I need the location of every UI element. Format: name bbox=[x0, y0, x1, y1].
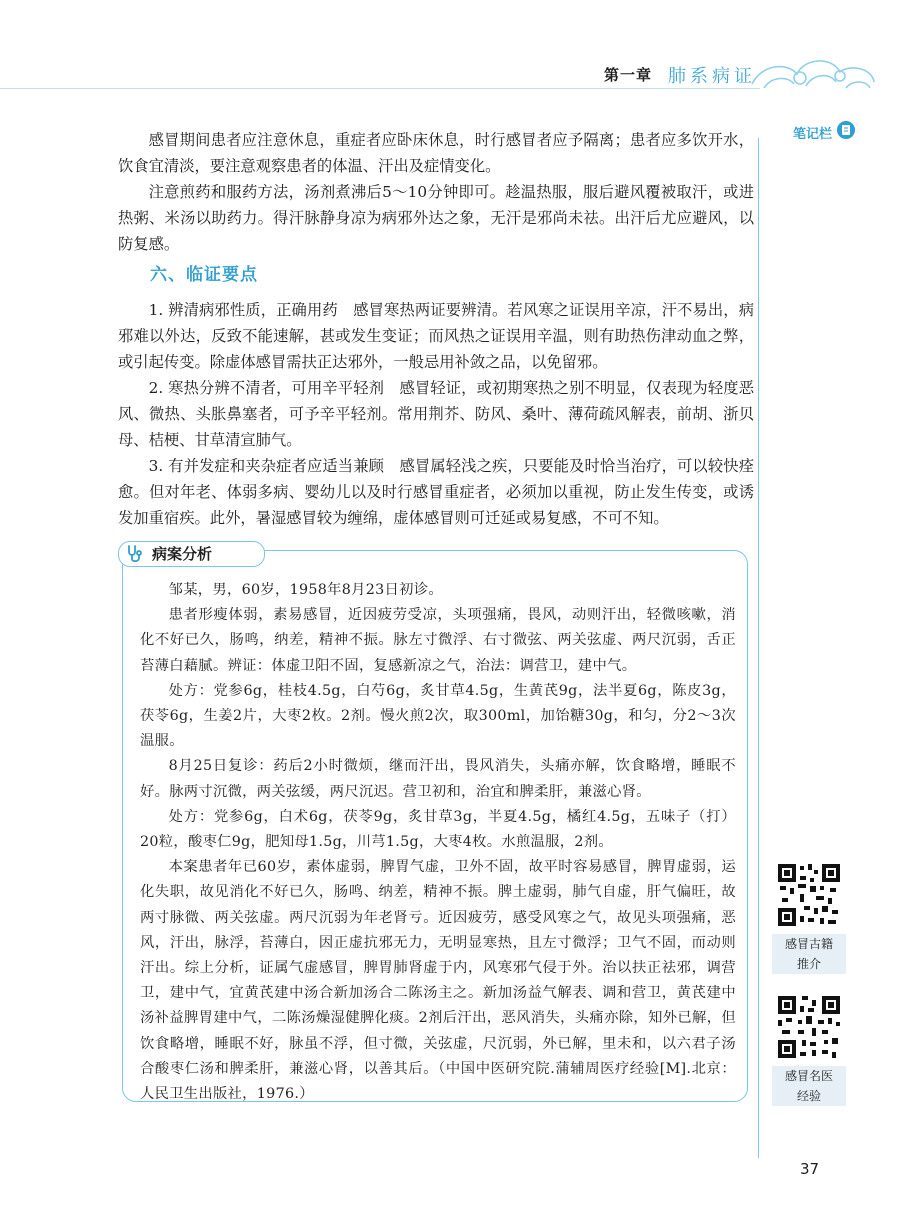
paragraph: 处方：党参6g，白术6g，茯苓9g，炙甘草3g，半夏4.5g，橘红4.5g，五味子（打）20粒，酸枣仁9g，肥知母1.5g，川芎1.5g，大枣4枚。水煎温服，2剂。 bbox=[140, 808, 736, 851]
paragraph: 1. 辨清病邪性质，正确用药 感冒寒热两证要辨清。若风寒之证误用辛凉，汗不易出，病邪难以外达，反致不能速解，甚或发生变证；而风热之证误用辛温，则有助热伤津动血之弊，或引起传变。除虚体感冒需扶正达邪外，一般忌用补敛之品，以免留邪。 bbox=[118, 301, 754, 371]
page-number: 37 bbox=[800, 1160, 820, 1178]
paragraph: 患者形瘦体弱，素易感冒，近因疲劳受凉，头项强痛，畏风，动则汗出，轻微咳嗽，消化不好已久，肠鸣，纳差，精神不振。脉左寸微浮、右寸微弦、两关弦虚、两尺沉弱，舌正苔薄白藉腻。辨证：体虚卫阳不固，复感新凉之气，治法：调营卫，建中气。 bbox=[140, 607, 736, 674]
stethoscope-icon bbox=[124, 543, 146, 565]
paragraph: 注意煎药和服药方法，汤剂煮沸后5～10分钟即可。趁温热服，服后避风覆被取汗，或进热粥、米汤以助药力。得汗脉静身凉为病邪外达之象，无汗是邪尚未祛。出汗后尤应避风，以防复感。 bbox=[118, 183, 754, 253]
paragraph: 8月25日复诊：药后2小时微烦，继而汗出，畏风消失，头痛亦解，饮食略增，睡眠不好。脉两寸沉微，两关弦缓，两尺沉迟。营卫初和，治宜和脾柔肝，兼滋心肾。 bbox=[140, 758, 736, 800]
qr-code-icon[interactable] bbox=[776, 994, 842, 1060]
section-text bbox=[118, 297, 754, 531]
notes-column-label: 笔记栏 bbox=[793, 127, 833, 142]
qr-code-icon[interactable] bbox=[776, 862, 842, 928]
cloud-ornament-icon bbox=[742, 44, 892, 104]
case-analysis-text bbox=[140, 578, 736, 1107]
notes-column-rule bbox=[758, 138, 759, 1158]
paragraph: 处方：党参6g，桂枝4.5g，白芍6g，炙甘草4.5g，生黄芪9g，法半夏6g，陈皮3g，茯苓6g，生姜2片，大枣2枚。2剂。慢火煎2次，取300ml，加饴糖30g，和匀，分2～3次温服。 bbox=[140, 682, 736, 750]
qr-caption bbox=[772, 1066, 846, 1106]
qr-caption-line: 感冒古籍 bbox=[784, 937, 833, 951]
paragraph: 3. 有并发症和夹杂症者应适当兼顾 感冒属轻浅之疾，只要能及时恰当治疗，可以较快痊愈。但对年老、体弱多病、婴幼儿以及时行感冒重症者，必须加以重视，防止发生传变，或诱发加重宿疾。此外，暑湿感冒较为缠绵，虚体感冒则可迁延或易复感，不可不知。 bbox=[118, 457, 754, 527]
qr-caption bbox=[772, 934, 846, 974]
case-analysis-title: 病案分析 bbox=[152, 545, 213, 563]
paragraph: 邹某，男，60岁，1958年8月23日初诊。 bbox=[168, 582, 443, 598]
qr-caption-line: 推介 bbox=[796, 957, 821, 971]
paragraph: 本案患者年已60岁，素体虚弱，脾胃气虚，卫外不固，故平时容易感冒，脾胃虚弱，运化失职，故见消化不好已久，肠鸣、纳差，精神不振。脾土虚弱，肺气自虚，肝气偏旺，故两寸脉微、两关弦虚。两尺沉弱为年老肾亏。近因疲劳，感受风寒之气，故见头项强痛，恶风，汗出，脉浮，苔薄白，因正虚抗邪无力，无明显寒热，且左寸微浮；卫气不固，而动则汗出。综上分析，证属气虚感冒，脾胃肺肾虚于内，风寒邪气侵于外。治以扶正祛邪，调营卫，建中气，宜黄芪建中汤合新加汤合二陈汤主之。新加汤益气解表、调和营卫，黄芪建中汤补益脾胃建中气，二陈汤燥湿健脾化痰。2剂后汗出，恶风消失，头痛亦除，知外已解，但饮食略增，睡眠不好，脉虽不浮，但寸微，关弦虚，尺沉弱，外已解，里未和，以六君子汤合酸枣仁汤和脾柔肝，兼滋心肾，以善其后。（中国中医研究院.蒲辅周医疗经验[M].北京：人民卫生出版社，1976.） bbox=[140, 859, 736, 1103]
header-rule bbox=[0, 88, 760, 89]
paragraph: 2. 寒热分辨不清者，可用辛平轻剂 感冒轻证，或初期寒热之别不明显，仅表现为轻度恶风、微热、头胀鼻塞者，可予辛平轻剂。常用荆芥、防风、桑叶、薄荷疏风解表，前胡、浙贝母、桔梗、甘草清宣肺气。 bbox=[118, 379, 754, 449]
notebook-icon bbox=[836, 120, 856, 140]
section-heading: 六、临证要点 bbox=[150, 265, 258, 285]
chapter-label: 第一章 bbox=[604, 66, 653, 84]
qr-caption-line: 经验 bbox=[796, 1089, 821, 1103]
qr-caption-line: 感冒名医 bbox=[784, 1069, 833, 1083]
paragraph: 感冒期间患者应注意休息，重症者应卧床休息，时行感冒者应予隔离；患者应多饮开水，饮食宜清淡，要注意观察患者的体温、汗出及症情变化。 bbox=[118, 131, 754, 175]
intro-text bbox=[118, 127, 754, 257]
chapter-title: 肺系病证 bbox=[668, 66, 756, 87]
